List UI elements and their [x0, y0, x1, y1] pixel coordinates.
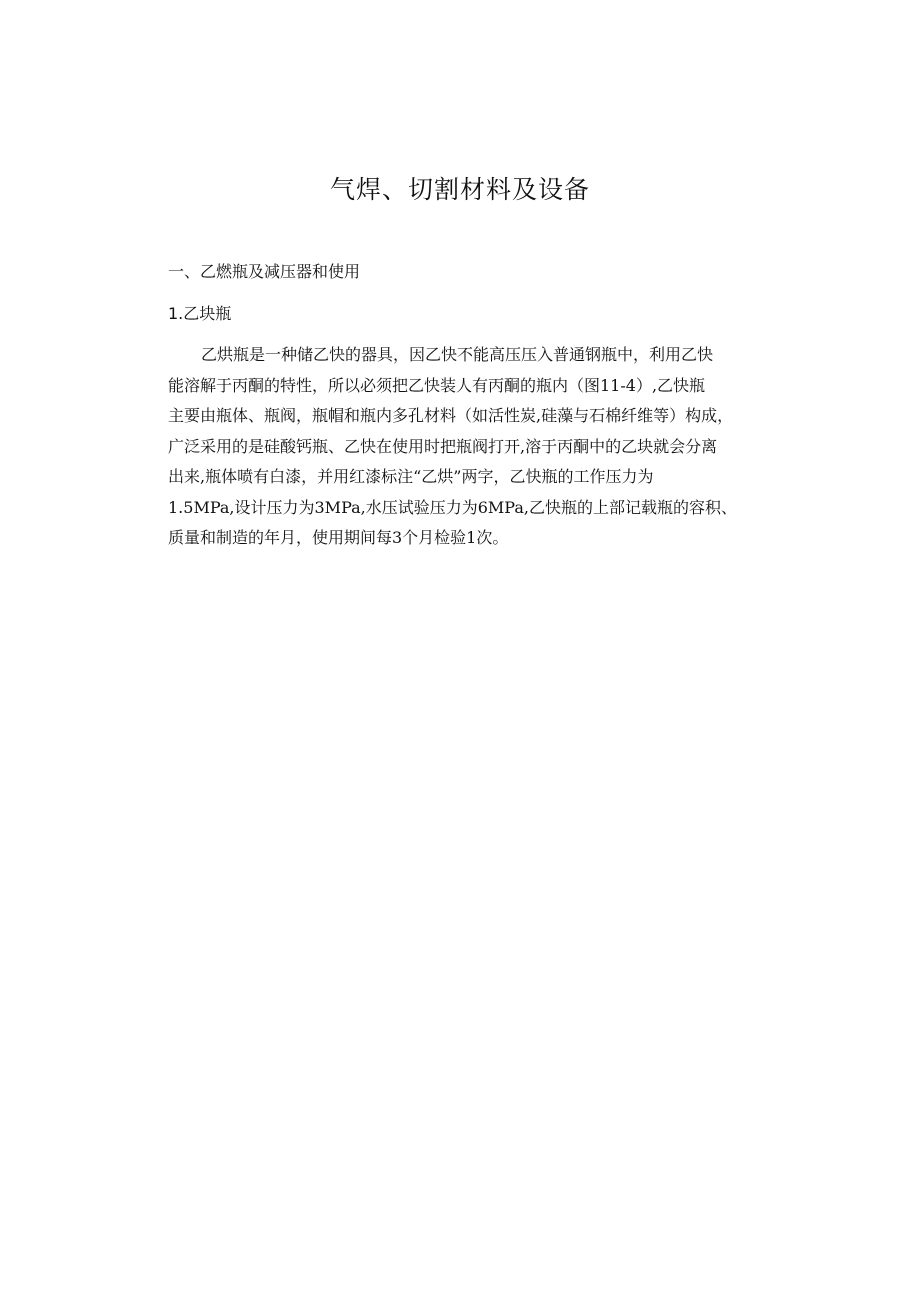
sub-heading: 1.乙块瓶: [168, 304, 232, 323]
paragraph-line: 1.5MPa,设计压力为3MPa,水压试验压力为6MPa,乙快瓶的上部记载瓶的容积、: [168, 497, 737, 517]
page-title: 气焊、切割材料及设备: [329, 175, 590, 204]
paragraph-line: 广泛采用的是硅酸钙瓶、乙快在使用时把瓶阀打开,溶于丙酮中的乙块就会分离: [168, 436, 718, 456]
body-paragraph: [168, 340, 768, 554]
paragraph-line: 乙烘瓶是一种储乙快的器具，因乙快不能高压压入普通钢瓶中，利用乙快: [201, 345, 714, 364]
section-heading: 一、乙燃瓶及减压器和使用: [168, 262, 361, 281]
paragraph-line: 质量和制造的年月，使用期间每3个月检验1次。: [168, 528, 509, 547]
paragraph-line: 出来,瓶体喷有白漆，并用红漆标注“乙烘”两字，乙快瓶的工作压力为: [168, 467, 654, 486]
paragraph-line: 主要由瓶体、瓶阀，瓶帽和瓶内多孔材料（如活性炭,硅藻与石棉纤维等）构成，: [168, 406, 734, 425]
paragraph-line: 能溶解于丙酮的特性，所以必须把乙快装人有丙酮的瓶内（图11-4）,乙快瓶: [168, 375, 706, 395]
